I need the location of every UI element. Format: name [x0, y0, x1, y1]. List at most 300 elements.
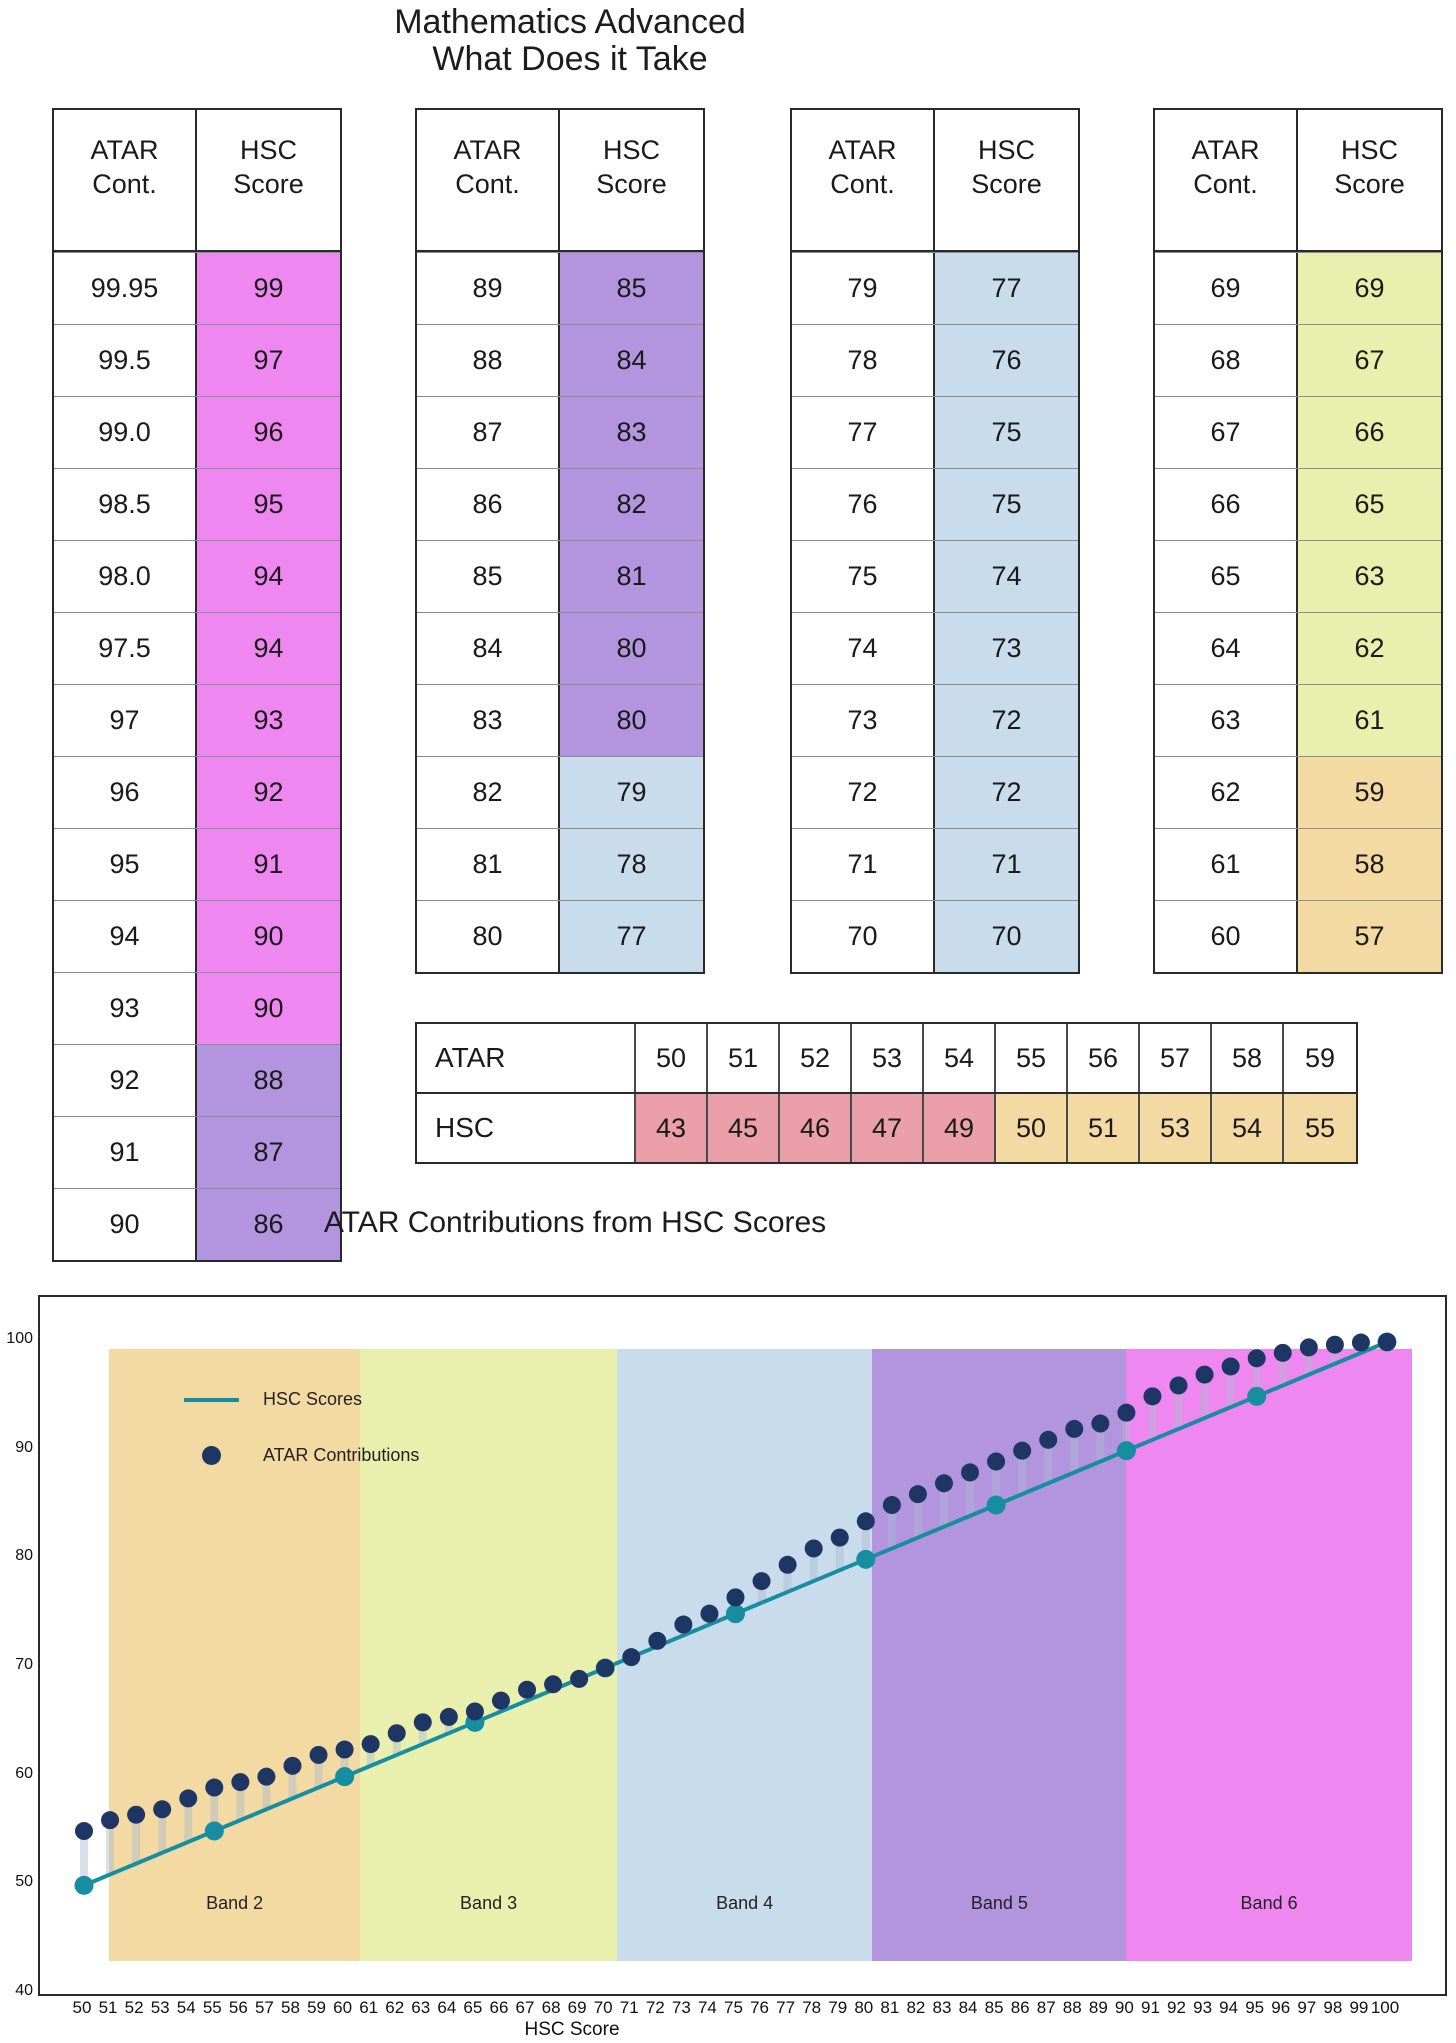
table-row [417, 252, 703, 324]
hsc-score-cell: 86 [197, 1189, 340, 1260]
score-table-header [1155, 110, 1441, 252]
hsc-score-cell: 88 [197, 1045, 340, 1116]
hsc-score-cell: 95 [197, 469, 340, 540]
score-table-header [54, 110, 340, 252]
x-tick-label: 98 [1323, 1998, 1343, 2017]
x-tick-label: 99 [1349, 1998, 1369, 2017]
atar-contribution-dot [388, 1724, 406, 1742]
x-tick-label: 96 [1271, 1998, 1291, 2017]
x-tick-label: 77 [776, 1998, 796, 2017]
atar-contribution-dot [101, 1811, 119, 1829]
atar-cont-cell: 97.5 [54, 613, 197, 684]
table-row [54, 252, 340, 324]
hsc-score-cell: 99 [197, 253, 340, 324]
x-tick-label: 50 [72, 1998, 92, 2017]
atar-contribution-dot [987, 1453, 1005, 1471]
hsc-score-cell: 90 [197, 973, 340, 1044]
atar-cont-cell: 83 [417, 685, 560, 756]
score-table-header [417, 110, 703, 252]
conversion-cell: 52 [780, 1024, 852, 1092]
y-tick-label: 80 [15, 1547, 33, 1565]
atar-cont-cell: 60 [1155, 901, 1298, 972]
atar-cont-cell: 75 [792, 541, 935, 612]
atar-cont-cell: 81 [417, 829, 560, 900]
x-tick-label: 58 [281, 1998, 300, 2017]
hsc-score-column-header [197, 110, 340, 250]
atar-contribution-dot [1013, 1442, 1031, 1460]
x-tick-label: 68 [541, 1998, 561, 2017]
y-tick-label: 100 [6, 1330, 33, 1347]
atar-cont-cell: 98.0 [54, 541, 197, 612]
header-line: ATAR [828, 135, 897, 165]
conversion-cell: 50 [636, 1024, 708, 1092]
x-tick-label: 53 [150, 1998, 170, 2017]
atar-contribution-dot [466, 1702, 484, 1720]
conversion-cell: 49 [924, 1094, 996, 1162]
x-axis-label: HSC Score [524, 2019, 620, 2040]
header-line: Score [1334, 168, 1405, 199]
score-table-2 [415, 108, 705, 974]
hsc-score-cell: 87 [197, 1117, 340, 1188]
y-tick-label: 60 [15, 1764, 33, 1782]
legend-label-hsc-scores: HSC Scores [263, 1389, 363, 1409]
conversion-cell: 57 [1140, 1024, 1212, 1092]
header-line: ATAR [1191, 135, 1260, 165]
hsc-score-cell: 94 [197, 541, 340, 612]
atar-cont-cell: 91 [54, 1117, 197, 1188]
hsc-line-marker [856, 1550, 875, 1569]
conversion-cell: 50 [996, 1094, 1068, 1162]
atar-contribution-dot [1326, 1336, 1344, 1354]
score-table-header [792, 110, 1078, 252]
table-row [417, 468, 703, 540]
atar-cont-cell: 93 [54, 973, 197, 1044]
conversion-cell: 51 [708, 1024, 780, 1092]
atar-contribution-dot [153, 1800, 171, 1818]
table-row [54, 1044, 340, 1116]
table-row [792, 900, 1078, 972]
x-tick-label: 79 [828, 1998, 848, 2017]
x-tick-label: 71 [619, 1998, 639, 2017]
y-tick-label: 50 [15, 1873, 33, 1891]
hsc-score-cell: 57 [1298, 901, 1441, 972]
hsc-score-cell: 72 [935, 757, 1078, 828]
y-tick-label: 70 [15, 1656, 33, 1673]
x-tick-label: 83 [932, 1998, 952, 2017]
table-row [792, 828, 1078, 900]
atar-contribution-dot [362, 1735, 380, 1753]
atar-cont-cell: 99.95 [54, 253, 197, 324]
atar-contribution-dot [310, 1746, 328, 1764]
hsc-score-cell: 91 [197, 829, 340, 900]
x-tick-label: 74 [697, 1998, 717, 2017]
header-line: Score [596, 168, 667, 199]
x-tick-label: 76 [750, 1998, 769, 2017]
atar-contribution-dot [1248, 1349, 1266, 1367]
hsc-score-cell: 84 [560, 325, 703, 396]
header-line: HSC [977, 135, 1035, 165]
table-row [1155, 684, 1441, 756]
atar-cont-cell: 86 [417, 469, 560, 540]
chart-canvas [40, 1297, 1445, 1994]
chart-title: ATAR Contributions from HSC Scores [323, 1206, 827, 1239]
atar-contribution-dot [1300, 1338, 1318, 1356]
score-table-4 [1153, 108, 1443, 974]
hsc-score-cell: 74 [935, 541, 1078, 612]
atar-cont-cell: 97 [54, 685, 197, 756]
x-tick-label: 82 [906, 1998, 926, 2017]
atar-contribution-dot [1065, 1420, 1083, 1438]
conversion-cell: 51 [1068, 1094, 1140, 1162]
atar-contribution-dot [492, 1692, 510, 1710]
atar-cont-cell: 70 [792, 901, 935, 972]
hsc-score-cell: 66 [1298, 397, 1441, 468]
hsc-score-cell: 80 [560, 685, 703, 756]
table-row [792, 324, 1078, 396]
x-tick-label: 87 [1036, 1998, 1056, 2017]
conversion-cell: 46 [780, 1094, 852, 1162]
atar-contribution-dot [544, 1675, 562, 1693]
x-tick-label: 52 [124, 1998, 144, 2017]
hsc-score-cell: 85 [560, 253, 703, 324]
conversion-cell: 54 [924, 1024, 996, 1092]
table-row [54, 900, 340, 972]
atar-contribution-dot [1378, 1333, 1396, 1351]
x-tick-label: 97 [1297, 1998, 1317, 2017]
hsc-score-cell: 78 [560, 829, 703, 900]
x-tick-label: 64 [437, 1998, 457, 2017]
atar-contribution-dot [805, 1539, 823, 1557]
atar-cont-cell: 77 [792, 397, 935, 468]
hsc-score-cell: 75 [935, 469, 1078, 540]
header-line: ATAR [453, 135, 522, 165]
hsc-score-column-header [935, 110, 1078, 250]
hsc-score-cell: 90 [197, 901, 340, 972]
hsc-score-cell: 80 [560, 613, 703, 684]
x-tick-label: 89 [1088, 1998, 1108, 2017]
hsc-score-cell: 77 [935, 253, 1078, 324]
atar-cont-cell: 69 [1155, 253, 1298, 324]
header-line: HSC [239, 135, 297, 165]
atar-cont-cell: 63 [1155, 685, 1298, 756]
x-tick-label: 80 [854, 1998, 874, 2017]
hsc-score-cell: 61 [1298, 685, 1441, 756]
x-tick-label: 84 [958, 1998, 978, 2017]
hsc-line-marker [335, 1767, 354, 1786]
band-label: Band 5 [970, 1893, 1028, 1913]
atar-cont-cell: 89 [417, 253, 560, 324]
page-title [0, 4, 1140, 79]
hsc-score-cell: 92 [197, 757, 340, 828]
atar-contribution-dot [1091, 1415, 1109, 1433]
x-tick-label: 75 [724, 1998, 743, 2017]
hsc-score-cell: 70 [935, 901, 1078, 972]
hsc-score-cell: 69 [1298, 253, 1441, 324]
page-title-line1: Mathematics Advanced [394, 3, 746, 41]
table-row [792, 396, 1078, 468]
hsc-score-cell: 93 [197, 685, 340, 756]
hsc-line-marker [205, 1822, 224, 1841]
table-row [792, 612, 1078, 684]
chart-plot-area [38, 1295, 1447, 1996]
x-tick-label: 60 [333, 1998, 353, 2017]
x-tick-label: 59 [307, 1998, 326, 2017]
hsc-score-cell: 67 [1298, 325, 1441, 396]
hsc-score-cell: 81 [560, 541, 703, 612]
atar-contribution-dot [75, 1822, 93, 1840]
header-line: Cont. [455, 168, 520, 199]
band-label: Band 4 [716, 1893, 774, 1913]
atar-contribution-dot [857, 1512, 875, 1530]
hsc-score-column-header [560, 110, 703, 250]
x-tick-label: 78 [802, 1998, 822, 2017]
x-tick-label: 94 [1219, 1998, 1239, 2017]
atar-cont-cell: 72 [792, 757, 935, 828]
atar-contribution-dot [231, 1773, 249, 1791]
atar-cont-cell: 95 [54, 829, 197, 900]
atar-contribution-dot [596, 1659, 614, 1677]
page-title-line2: What Does it Take [432, 40, 708, 79]
x-tick-label: 69 [567, 1998, 587, 2017]
hsc-score-cell: 79 [560, 757, 703, 828]
atar-cont-cell: 84 [417, 613, 560, 684]
atar-contribution-dot [518, 1681, 536, 1699]
atar-cont-cell: 90 [54, 1189, 197, 1260]
x-tick-label: 90 [1114, 1998, 1134, 2017]
hsc-score-cell: 63 [1298, 541, 1441, 612]
header-line: Cont. [1193, 168, 1258, 199]
x-tick-label: 100 [1370, 1998, 1400, 2017]
table-row [1155, 900, 1441, 972]
atar-cont-cell: 82 [417, 757, 560, 828]
hsc-score-cell: 82 [560, 469, 703, 540]
score-table-1 [52, 108, 342, 1262]
table-row [1155, 756, 1441, 828]
hsc-line-marker [726, 1604, 745, 1623]
x-tick-label: 51 [98, 1998, 118, 2017]
table-row [792, 468, 1078, 540]
x-tick-label: 81 [880, 1998, 900, 2017]
band-label: Band 3 [460, 1893, 518, 1913]
atar-cont-cell: 73 [792, 685, 935, 756]
x-tick-label: 54 [176, 1998, 196, 2017]
conversion-row-label: HSC [417, 1094, 636, 1162]
conversion-cell: 59 [1304, 1042, 1336, 1073]
atar-cont-cell: 74 [792, 613, 935, 684]
hsc-score-cell: 76 [935, 325, 1078, 396]
table-row [1155, 612, 1441, 684]
hsc-score-cell: 73 [935, 613, 1078, 684]
table-row [1155, 324, 1441, 396]
atar-cont-column-header [54, 110, 197, 250]
atar-cont-cell: 99.0 [54, 397, 197, 468]
table-row [1155, 396, 1441, 468]
table-row [54, 468, 340, 540]
atar-contribution-dot [1143, 1387, 1161, 1405]
atar-cont-cell: 76 [792, 469, 935, 540]
table-row [54, 684, 340, 756]
conversion-cell: 53 [852, 1024, 924, 1092]
x-tick-label: 85 [984, 1998, 1004, 2017]
table-row [792, 684, 1078, 756]
hsc-line-marker [1247, 1387, 1266, 1406]
atar-cont-cell: 61 [1155, 829, 1298, 900]
atar-cont-cell: 88 [417, 325, 560, 396]
conversion-cell: 45 [708, 1094, 780, 1162]
header-line: ATAR [90, 135, 159, 165]
x-tick-label: 73 [671, 1998, 691, 2017]
hsc-score-cell: 96 [197, 397, 340, 468]
hsc-score-cell: 58 [1298, 829, 1441, 900]
x-tick-label: 93 [1193, 1998, 1213, 2017]
hsc-score-column-header [1298, 110, 1441, 250]
conversion-row [417, 1024, 1356, 1092]
table-row [54, 972, 340, 1044]
atar-cont-cell: 68 [1155, 325, 1298, 396]
atar-cont-column-header [1155, 110, 1298, 250]
hsc-score-cell: 65 [1298, 469, 1441, 540]
band-label: Band 6 [1240, 1893, 1298, 1913]
atar-cont-cell: 92 [54, 1045, 197, 1116]
x-tick-label: 57 [254, 1998, 274, 2017]
hsc-line-marker [1117, 1441, 1136, 1460]
x-tick-label: 91 [1140, 1998, 1160, 2017]
x-tick-label: 70 [593, 1998, 613, 2017]
atar-cont-cell: 67 [1155, 397, 1298, 468]
table-row [54, 612, 340, 684]
conversion-cell: 56 [1068, 1024, 1140, 1092]
table-row [792, 540, 1078, 612]
atar-cont-cell: 64 [1155, 613, 1298, 684]
atar-cont-cell: 65 [1155, 541, 1298, 612]
atar-cont-column-header [792, 110, 935, 250]
atar-contribution-dot [1117, 1404, 1135, 1422]
conversion-cell: 53 [1140, 1094, 1212, 1162]
hsc-line-marker [75, 1876, 94, 1895]
atar-cont-cell: 79 [792, 253, 935, 324]
atar-cont-cell: 98.5 [54, 469, 197, 540]
atar-contribution-dot [1274, 1344, 1292, 1362]
atar-contribution-dot [831, 1529, 849, 1547]
atar-cont-cell: 71 [792, 829, 935, 900]
atar-contribution-dot [257, 1768, 275, 1786]
atar-cont-cell: 62 [1155, 757, 1298, 828]
table-row [792, 252, 1078, 324]
atar-contribution-dot [1222, 1357, 1240, 1375]
legend-dot-swatch [202, 1446, 221, 1465]
hsc-score-cell: 62 [1298, 613, 1441, 684]
table-row [1155, 252, 1441, 324]
atar-contribution-dot [1352, 1334, 1370, 1352]
atar-contribution-dot [179, 1789, 197, 1807]
table-row [417, 900, 703, 972]
x-tick-label: 65 [463, 1998, 483, 2017]
atar-contribution-dot [779, 1556, 797, 1574]
conversion-cell: 58 [1212, 1024, 1284, 1092]
atar-cont-column-header [417, 110, 560, 250]
atar-cont-cell: 66 [1155, 469, 1298, 540]
conversion-row-label: ATAR [417, 1024, 636, 1092]
hsc-score-cell: 75 [935, 397, 1078, 468]
atar-cont-cell: 85 [417, 541, 560, 612]
x-tick-label: 95 [1245, 1998, 1265, 2017]
atar-contribution-dot [1039, 1431, 1057, 1449]
table-row [54, 540, 340, 612]
x-tick-label: 55 [202, 1998, 222, 2017]
atar-contribution-dot [414, 1713, 432, 1731]
atar-contribution-dot [205, 1779, 223, 1797]
hsc-score-cell: 94 [197, 613, 340, 684]
header-line: Score [971, 168, 1042, 199]
table-row [417, 540, 703, 612]
hsc-line-marker [987, 1496, 1006, 1515]
atar-contribution-dot [283, 1757, 301, 1775]
x-tick-label: 61 [359, 1998, 379, 2017]
table-row [417, 396, 703, 468]
header-line: Cont. [92, 168, 157, 199]
atar-hsc-conversion-table [415, 1022, 1358, 1164]
table-row [417, 756, 703, 828]
header-line: HSC [602, 135, 660, 165]
y-tick-label: 40 [15, 1982, 33, 2000]
x-tick-label: 62 [385, 1998, 405, 2017]
atar-contribution-dot [336, 1741, 354, 1759]
atar-cont-cell: 94 [54, 901, 197, 972]
hsc-score-cell: 72 [935, 685, 1078, 756]
table-row [54, 828, 340, 900]
table-row [417, 324, 703, 396]
table-row [54, 1116, 340, 1188]
hsc-score-cell: 71 [935, 829, 1078, 900]
conversion-cell: 47 [852, 1094, 924, 1162]
atar-contribution-dot [961, 1463, 979, 1481]
atar-contribution-dot [909, 1485, 927, 1503]
table-row [54, 324, 340, 396]
x-tick-label: 56 [228, 1998, 248, 2017]
table-row [1155, 828, 1441, 900]
atar-contribution-dot [648, 1632, 666, 1650]
atar-contribution-dot [440, 1708, 458, 1726]
legend-label-atar-contributions: ATAR Contributions [263, 1445, 420, 1465]
table-row [54, 756, 340, 828]
x-tick-label: 86 [1010, 1998, 1030, 2017]
atar-contribution-dot [1170, 1376, 1188, 1394]
conversion-cell: 43 [636, 1094, 708, 1162]
table-row [417, 612, 703, 684]
atar-contribution-dot [570, 1670, 588, 1688]
atar-cont-cell: 96 [54, 757, 197, 828]
atar-contribution-dot [622, 1648, 640, 1666]
score-table-3 [790, 108, 1080, 974]
hsc-score-cell: 77 [560, 901, 703, 972]
x-tick-label: 72 [645, 1998, 665, 2017]
x-tick-label: 88 [1062, 1998, 1082, 2017]
hsc-score-cell: 97 [197, 325, 340, 396]
conversion-cell: 55 [1284, 1094, 1356, 1162]
atar-cont-cell: 78 [792, 325, 935, 396]
table-row [417, 684, 703, 756]
x-tick-label: 63 [411, 1998, 431, 2017]
atar-contribution-dot [674, 1616, 692, 1634]
atar-contribution-dot [883, 1496, 901, 1514]
atar-cont-cell: 87 [417, 397, 560, 468]
band-label: Band 2 [206, 1893, 264, 1913]
table-row [1155, 540, 1441, 612]
table-row [792, 756, 1078, 828]
x-tick-label: 67 [515, 1998, 535, 2017]
conversion-row [417, 1092, 1356, 1162]
atar-cont-cell: 99.5 [54, 325, 197, 396]
